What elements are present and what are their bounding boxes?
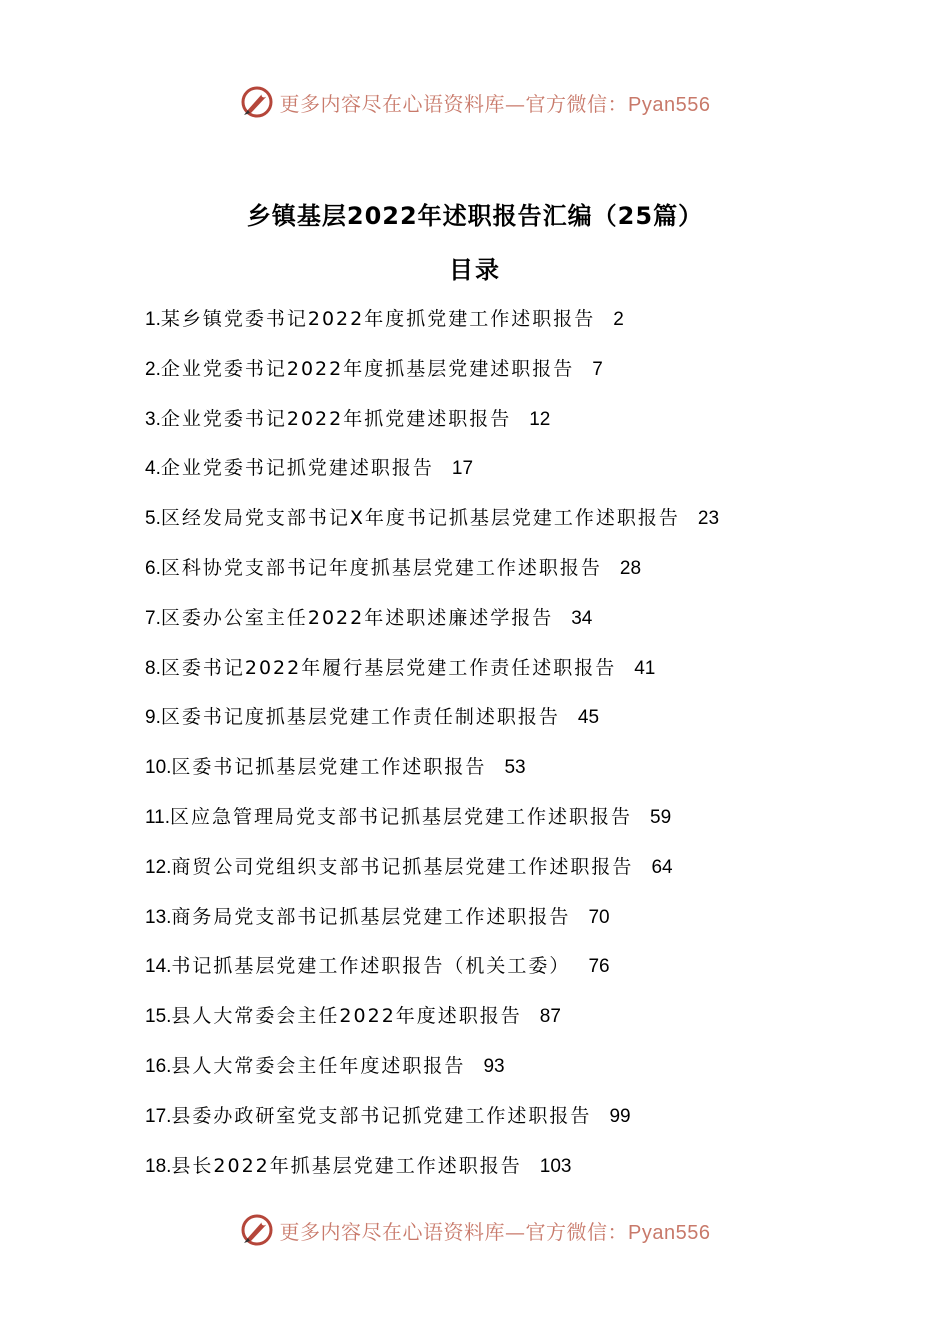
toc-item[interactable] [145,1095,905,1145]
toc-item-title: 县委办政研室党支部书记抓党建工作述职报告 [171,1104,592,1127]
toc-item-title: 县长2022年抓基层党建工作述职报告 [171,1154,522,1177]
toc-item-number: 8. [145,657,161,679]
toc-item-title: 某乡镇党委书记2022年度抓党建工作述职报告 [160,308,596,330]
toc-item-title: 县人大常委会主任2022年度述职报告 [171,1005,522,1028]
toc-item-page: 17 [451,458,474,480]
toc-item-title: 企业党委书记2022年抓党建述职报告 [160,407,512,430]
toc-item[interactable] [145,398,905,448]
toc-item-number: 3. [145,408,161,430]
toc-item-title: 区科协党支部书记年度抓基层党建工作述职报告 [160,556,602,579]
watermark-text: 更多内容尽在心语资料库—官方微信： [279,91,629,116]
toc-item[interactable] [145,696,905,746]
watermark-text: 更多内容尽在心语资料库—官方微信： [279,1219,629,1244]
watermark-id: Pyan556 [628,1221,711,1244]
toc-item-title: 区委书记抓基层党建工作述职报告 [171,756,487,779]
toc-item[interactable] [145,995,905,1045]
toc-item[interactable] [145,1045,905,1095]
toc-item-page: 34 [571,607,593,629]
toc-item[interactable] [145,597,905,647]
toc-item-page: 12 [529,408,551,430]
toc-item-number: 18. [145,1155,172,1177]
toc-item-title: 县人大常委会主任年度述职报告 [171,1054,466,1077]
toc-item-title: 区经发局党支部书记X年度书记抓基层党建工作述职报告 [160,507,680,530]
toc-item-number: 12. [145,856,172,878]
toc-item-page: 23 [697,508,720,530]
toc-item[interactable] [145,348,905,398]
toc-item-page: 103 [539,1155,572,1177]
toc-heading: 目录 [449,256,501,284]
toc-item-number: 7. [145,607,161,629]
toc-item-number: 2. [145,358,161,380]
toc-item-title: 区应急管理局党支部书记抓基层党建工作述职报告 [170,805,633,828]
toc-item-number: 17. [145,1105,172,1127]
toc-item-number: 1. [145,309,161,330]
toc-item-page: 45 [577,707,600,729]
toc-item-number: 6. [145,557,161,579]
toc-item[interactable] [145,497,905,547]
toc-item-page: 53 [504,757,526,779]
table-of-contents [145,298,905,1194]
toc-item-page: 59 [650,806,672,828]
toc-item-title: 企业党委书记2022年度抓基层党建述职报告 [160,357,575,380]
toc-item[interactable] [145,547,905,597]
toc-item-number: 5. [145,508,161,530]
toc-item-page: 99 [609,1105,631,1127]
toc-item-page: 70 [588,906,610,928]
toc-item[interactable] [145,1145,905,1195]
toc-item-number: 9. [145,707,161,729]
toc-item-page: 28 [619,557,642,579]
toc-item-page: 2 [613,309,624,330]
toc-item-number: 14. [145,956,172,978]
toc-item[interactable] [145,447,905,497]
toc-item-page: 87 [539,1006,561,1028]
toc-item[interactable] [145,298,905,348]
toc-item-title: 区委办公室主任2022年述职述廉述学报告 [160,606,554,629]
toc-item-number: 13. [145,906,172,928]
footer-watermark [0,1210,950,1250]
watermark-id: Pyan556 [628,93,711,116]
toc-item-page: 7 [592,358,603,380]
toc-item[interactable] [145,846,905,896]
toc-item-title: 区委书记2022年履行基层党建工作责任述职报告 [160,656,617,679]
toc-item[interactable] [145,945,905,995]
toc-item-number: 16. [145,1055,172,1077]
toc-item-page: 93 [483,1055,505,1077]
toc-item[interactable] [145,746,905,796]
toc-item-page: 76 [588,956,610,978]
toc-item-page: 41 [634,657,656,679]
toc-item-title: 企业党委书记抓党建述职报告 [160,457,434,480]
toc-item-title: 商贸公司党组织支部书记抓基层党建工作述职报告 [171,855,634,878]
toc-item[interactable] [145,896,905,946]
pen-logo-icon [240,1213,274,1247]
toc-item-number: 4. [145,458,161,480]
header-watermark [0,82,950,122]
toc-item[interactable] [145,647,905,697]
toc-item[interactable] [145,796,905,846]
pen-logo-icon [240,85,274,119]
toc-item-number: 10. [145,757,172,779]
toc-item-page: 64 [651,856,673,878]
toc-item-number: 11. [145,806,171,828]
document-title: 乡镇基层2022年述职报告汇编（25篇） [246,202,704,230]
toc-item-title: 书记抓基层党建工作述职报告（机关工委） [171,955,571,978]
toc-item-number: 15. [145,1006,172,1028]
toc-item-title: 商务局党支部书记抓基层党建工作述职报告 [171,905,571,928]
toc-item-title: 区委书记度抓基层党建工作责任制述职报告 [160,706,560,729]
